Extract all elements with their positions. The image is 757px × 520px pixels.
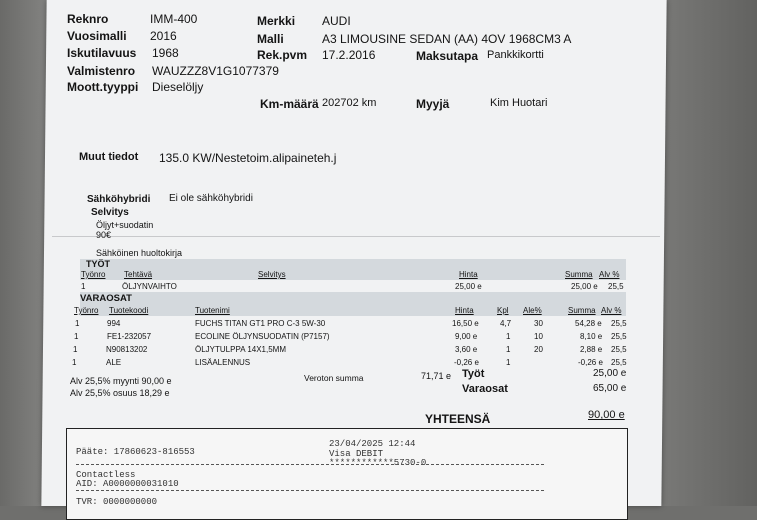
iskutilavuus-value: 1968 bbox=[152, 46, 179, 60]
merkki-value: AUDI bbox=[322, 14, 351, 28]
varaosat-row-koodi: N90813202 bbox=[106, 345, 148, 354]
tyot-total-label: Työt bbox=[462, 368, 485, 380]
varaosat-row-summa: 8,10 e bbox=[580, 332, 603, 341]
reknro-label: Reknro bbox=[67, 12, 109, 26]
myyja-value: Kim Huotari bbox=[490, 97, 548, 109]
varaosat-row-alv: 25,5 bbox=[611, 345, 627, 354]
receipt-tvr: TVR: 0000000000 bbox=[76, 497, 158, 507]
varaosat-row-koodi: FE1-232057 bbox=[107, 332, 152, 341]
varaosat-header-kpl: Kpl bbox=[497, 306, 509, 315]
maksutapa-label: Maksutapa bbox=[416, 49, 479, 63]
tyot-total-value: 25,00 e bbox=[593, 368, 627, 379]
receipt-aid: AID: A0000000031010 bbox=[76, 479, 179, 489]
huoltokirja: Sähköinen huoltokirja bbox=[96, 248, 183, 258]
hybridi-value: Ei ole sähköhybridi bbox=[169, 193, 253, 204]
valmistenro-label: Valmistenro bbox=[67, 64, 136, 78]
varaosat-row-summa: 54,28 e bbox=[575, 319, 602, 328]
varaosat-total-value: 65,00 e bbox=[593, 383, 627, 394]
varaosat-header-koodi: Tuotekoodi bbox=[109, 306, 149, 315]
veroton-value: 71,71 e bbox=[421, 371, 452, 381]
varaosat-header-nimi: Tuotenimi bbox=[195, 306, 230, 315]
varaosat-row-ale: 30 bbox=[534, 319, 543, 328]
alv-myynti: Alv 25,5% myynti 90,00 e bbox=[70, 376, 172, 386]
varaosat-row-alv: 25,5 bbox=[611, 358, 627, 367]
iskutilavuus-label: Iskutilavuus bbox=[67, 46, 137, 60]
varaosat-header-summa: Summa bbox=[568, 306, 596, 315]
varaosat-row-nimi: ECOLINE ÖLJYNSUODATIN (P7157) bbox=[195, 332, 330, 341]
selvitys-label: Selvitys bbox=[91, 207, 129, 218]
varaosat-row-nimi: ÖLJYTULPPA 14X1,5MM bbox=[195, 345, 286, 354]
background-right bbox=[657, 0, 757, 506]
receipt-divider bbox=[76, 464, 544, 465]
varaosat-row-kpl: 1 bbox=[506, 358, 511, 367]
varaosat-row-nro: 1 bbox=[72, 358, 77, 367]
veroton-label: Veroton summa bbox=[304, 373, 364, 383]
tyot-title: TYÖT bbox=[86, 259, 110, 269]
receipt-terminal: Pääte: 17860623-816553 bbox=[76, 447, 195, 457]
varaosat-header-band bbox=[80, 292, 626, 316]
tyot-header-summa: Summa bbox=[565, 270, 593, 279]
varaosat-row-koodi: 994 bbox=[107, 319, 121, 328]
varaosat-row-kpl: 1 bbox=[506, 332, 511, 341]
varaosat-row-hinta: 3,60 e bbox=[455, 345, 478, 354]
paper-fold bbox=[52, 236, 660, 237]
valmistenro-value: WAUZZZ8V1G1077379 bbox=[152, 64, 279, 78]
selvitys-line1: Öljyt+suodatin bbox=[96, 220, 154, 230]
vuosimalli-label: Vuosimalli bbox=[67, 29, 127, 43]
tyot-row-summa: 25,00 e bbox=[571, 282, 598, 291]
varaosat-header-ale: Ale% bbox=[523, 306, 542, 315]
receipt-divider bbox=[76, 490, 544, 491]
muut-tiedot-label: Muut tiedot bbox=[79, 151, 139, 163]
tyot-row-nro: 1 bbox=[81, 282, 86, 291]
varaosat-row-nro: 1 bbox=[74, 332, 79, 341]
varaosat-header-tyonro: Työnro bbox=[74, 306, 99, 315]
varaosat-row-hinta: 9,00 e bbox=[455, 332, 478, 341]
kmmaara-label: Km-määrä bbox=[260, 97, 319, 111]
moott-label: Moott.tyyppi bbox=[67, 80, 139, 94]
hybridi-label: Sähköhybridi bbox=[87, 194, 151, 205]
varaosat-row-hinta: -0,26 e bbox=[454, 358, 479, 367]
vuosimalli-value: 2016 bbox=[150, 29, 177, 43]
varaosat-header-alv: Alv % bbox=[601, 306, 622, 315]
varaosat-row-nro: 1 bbox=[75, 319, 80, 328]
varaosat-row-alv: 25,5 bbox=[611, 332, 627, 341]
kmmaara-value: 202702 km bbox=[322, 97, 377, 109]
varaosat-row-alv: 25,5 bbox=[611, 319, 627, 328]
tyot-row-tehtava: ÖLJYNVAIHTO bbox=[122, 282, 177, 291]
tyot-header-alv: Alv % bbox=[599, 270, 620, 279]
myyja-label: Myyjä bbox=[416, 97, 450, 111]
varaosat-row-ale: 20 bbox=[534, 345, 543, 354]
malli-label: Malli bbox=[257, 32, 284, 46]
receipt-card-number: ************5730-0 bbox=[329, 458, 427, 468]
selvitys-line2: 90€ bbox=[96, 230, 112, 240]
tyot-header-selvitys: Selvitys bbox=[258, 270, 286, 279]
rekpvm-label: Rek.pvm bbox=[257, 48, 308, 62]
varaosat-row-nimi: LISÄALENNUS bbox=[195, 358, 251, 367]
tyot-header-band bbox=[80, 259, 626, 280]
varaosat-total-label: Varaosat bbox=[462, 383, 508, 395]
varaosat-row-ale: 10 bbox=[534, 332, 543, 341]
varaosat-header-hinta: Hinta bbox=[455, 306, 474, 315]
merkki-label: Merkki bbox=[257, 14, 296, 28]
tyot-header-hinta: Hinta bbox=[459, 270, 478, 279]
tyot-row-hinta: 25,00 e bbox=[455, 282, 482, 291]
tyot-header-tehtava: Tehtävä bbox=[124, 270, 153, 279]
reknro-value: IMM-400 bbox=[150, 12, 198, 26]
varaosat-title: VARAOSAT bbox=[80, 293, 132, 304]
yhteensa-label: YHTEENSÄ bbox=[425, 412, 491, 426]
muut-tiedot-value: 135.0 KW/Nestetoim.alipaineteh.j bbox=[159, 151, 337, 165]
tyot-row-alv: 25,5 bbox=[608, 282, 624, 291]
varaosat-row-nimi: FUCHS TITAN GT1 PRO C-3 5W-30 bbox=[195, 319, 326, 328]
tyot-header-tyonro: Työnro bbox=[81, 270, 106, 279]
varaosat-row-kpl: 4,7 bbox=[500, 319, 512, 328]
varaosat-row-koodi: ALE bbox=[106, 358, 122, 367]
varaosat-row-summa: -0,26 e bbox=[578, 358, 603, 367]
moott-value: Dieselöljy bbox=[152, 80, 204, 94]
receipt-card-type: Visa DEBIT bbox=[329, 449, 384, 459]
malli-value: A3 LIMOUSINE SEDAN (AA) 4OV 1968CM3 A bbox=[322, 32, 572, 46]
varaosat-row-summa: 2,88 e bbox=[580, 345, 603, 354]
maksutapa-value: Pankkikortti bbox=[487, 49, 544, 61]
receipt-datetime: 23/04/2025 12:44 bbox=[329, 439, 416, 449]
yhteensa-value: 90,00 e bbox=[588, 409, 625, 421]
alv-osuus: Alv 25,5% osuus 18,29 e bbox=[70, 388, 170, 398]
varaosat-row-hinta: 16,50 e bbox=[452, 319, 479, 328]
varaosat-row-kpl: 1 bbox=[506, 345, 511, 354]
varaosat-row-nro: 1 bbox=[73, 345, 78, 354]
receipt-contactless: Contactless bbox=[76, 470, 136, 480]
rekpvm-value: 17.2.2016 bbox=[322, 48, 376, 62]
